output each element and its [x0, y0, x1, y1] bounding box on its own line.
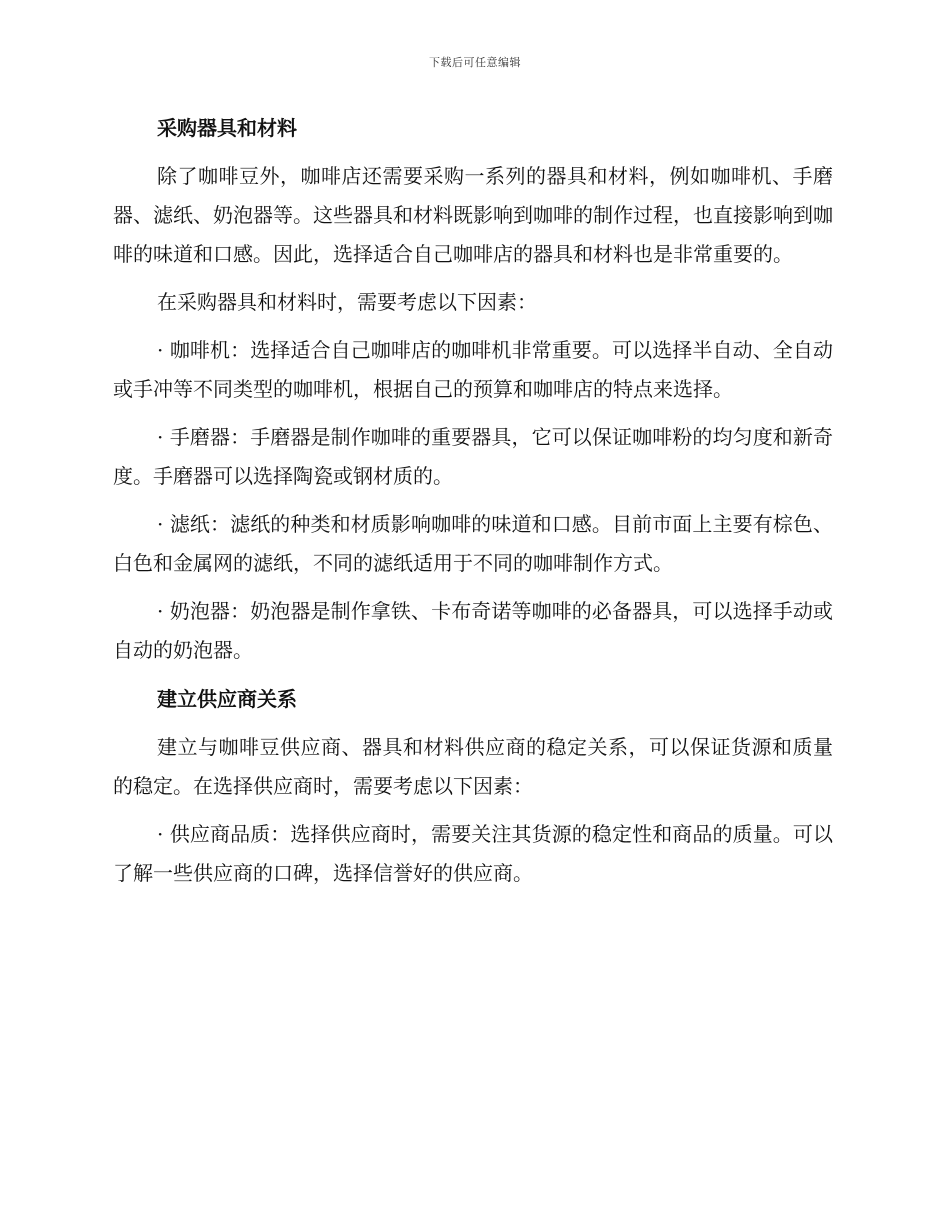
list-item-milk-frother: · 奶泡器：奶泡器是制作拿铁、卡布奇诺等咖啡的必备器具，可以选择手动或自动的奶泡器。: [113, 599, 833, 662]
paragraph: 除了咖啡豆外，咖啡店还需要采购一系列的器具和材料，例如咖啡机、手磨器、滤纸、奶泡器等。这些器具和材料既影响到咖啡的制作过程，也直接影响到咖啡的味道和口感。因此，选择适合自己咖啡店的器具和材料也是非常重要的。: [113, 164, 833, 266]
list-item-coffee-machine: · 咖啡机：选择适合自己咖啡店的咖啡机非常重要。可以选择半自动、全自动或手冲等不同类型的咖啡机，根据自己的预算和咖啡店的特点来选择。: [113, 338, 833, 401]
section-heading-procurement: 采购器具和材料: [157, 116, 297, 140]
list-item-filter-paper: · 滤纸：滤纸的种类和材质影响咖啡的味道和口感。目前市面上主要有棕色、白色和金属网的滤纸，不同的滤纸适用于不同的咖啡制作方式。: [113, 512, 833, 575]
page-header: 下载后可任意编辑: [429, 56, 521, 69]
paragraph: 在采购器具和材料时，需要考虑以下因素：: [157, 290, 537, 314]
list-item-supplier-quality: · 供应商品质：选择供应商时，需要关注其货源的稳定性和商品的质量。可以了解一些供应商的口碑，选择信誉好的供应商。: [113, 822, 833, 885]
section-heading-suppliers: 建立供应商关系: [157, 687, 297, 711]
paragraph: 建立与咖啡豆供应商、器具和材料供应商的稳定关系，可以保证货源和质量的稳定。在选择供应商时，需要考虑以下因素：: [113, 735, 833, 798]
list-item-grinder: · 手磨器：手磨器是制作咖啡的重要器具，它可以保证咖啡粉的均匀度和新奇度。手磨器可以选择陶瓷或钢材质的。: [113, 425, 833, 488]
document-body: [113, 108, 833, 902]
